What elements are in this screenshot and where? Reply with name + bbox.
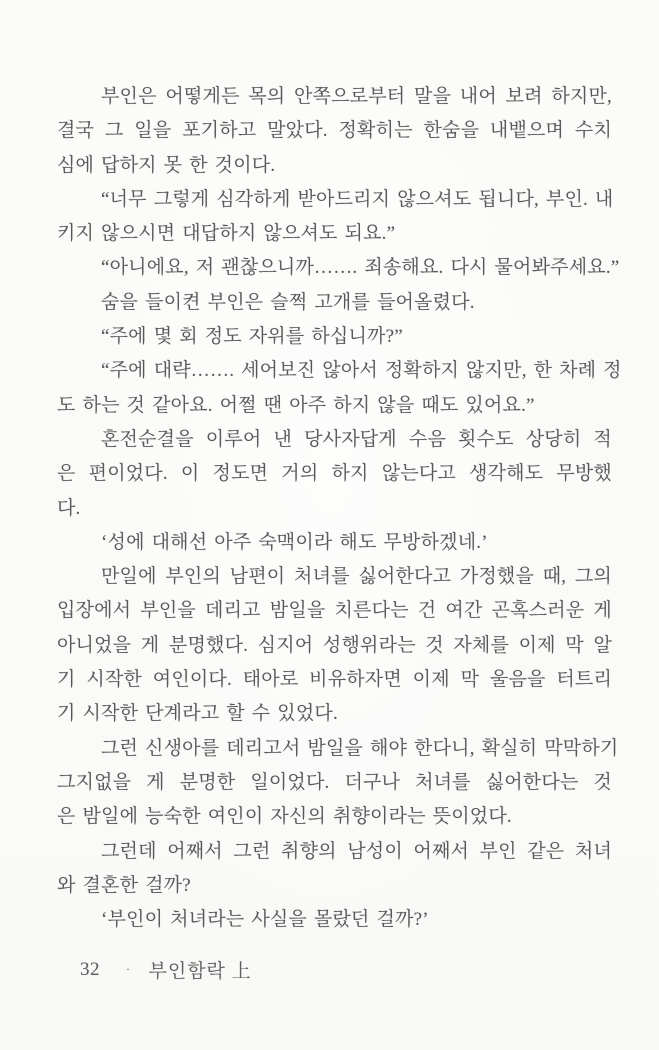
text-line: “너무 그렇게 심각하게 받아드리지 않으셔도 됩니다, 부인. 내 — [101, 188, 614, 210]
page-number: 32 — [80, 958, 100, 980]
text-line: 기 시작한 여인이다. 태아로 비유하자면 이제 막 울음을 터트리 — [57, 669, 612, 691]
text-line: “주에 대략……. 세어보진 않아서 정확하지 않지만, 한 차례 정 — [101, 360, 622, 382]
text-line: 은 밤일에 능숙한 여인이 자신의 취향이라는 뜻이었다. — [57, 806, 512, 828]
book-title: 부인함락 上 — [148, 961, 252, 982]
text-line: 그런데 어째서 그런 취향의 남성이 어째서 부인 같은 처녀 — [101, 840, 612, 862]
text-line: “주에 몇 회 정도 자위를 하십니까?” — [101, 326, 403, 348]
text-line: “아니에요, 저 괜찮으니까……. 죄송해요. 다시 물어봐주세요.” — [101, 257, 620, 279]
text-line: 도 하는 것 같아요. 어쩔 땐 아주 하지 않을 때도 있어요.” — [57, 394, 535, 416]
text-line: 부인은 어떻게든 목의 안쪽으로부터 말을 내어 보려 하지만, — [101, 86, 612, 107]
text-line: 만일에 부인의 남편이 처녀를 싫어한다고 가정했을 때, 그의 — [101, 566, 612, 588]
text-line: 결국 그 일을 포기하고 말았다. 정확히는 한숨을 내뱉으며 수치 — [57, 120, 612, 142]
text-line: 그런 신생아를 데리고서 밤일을 해야 한다니, 확실히 막막하기 — [101, 737, 619, 759]
text-line: 숨을 들이켠 부인은 슬쩍 고개를 들어올렸다. — [101, 291, 475, 313]
text-line: ‘성에 대해선 아주 숙맥이라 해도 무방하겠네.’ — [101, 531, 488, 553]
text-line: 와 결혼한 걸까? — [57, 874, 191, 896]
body-text — [57, 80, 622, 937]
footer-dot-separator: · — [126, 962, 131, 976]
text-line: 혼전순결을 이루어 낸 당사자답게 수음 횟수도 상당히 적 — [101, 428, 612, 450]
text-line: 다. — [57, 497, 81, 519]
text-line: 아니었을 게 분명했다. 심지어 성행위라는 것 자체를 이제 막 알 — [57, 634, 612, 656]
text-line: 그지없을 게 분명한 일이었다. 더구나 처녀를 싫어한다는 것 — [57, 771, 612, 793]
text-line: 심에 답하지 못 한 것이다. — [57, 154, 276, 176]
text-line: 키지 않으시면 대답하지 않으셔도 되요.” — [57, 223, 396, 245]
text-line: 은 편이었다. 이 정도면 거의 하지 않는다고 생각해도 무방했 — [57, 463, 612, 485]
text-line: 기 시작한 단계라고 할 수 있었다. — [57, 703, 338, 725]
text-line: ‘부인이 처녀라는 사실을 몰랐던 걸까?’ — [101, 909, 429, 931]
page-footer — [80, 956, 252, 983]
text-line: 입장에서 부인을 데리고 밤일을 치른다는 건 여간 곤혹스러운 게 — [57, 600, 612, 622]
